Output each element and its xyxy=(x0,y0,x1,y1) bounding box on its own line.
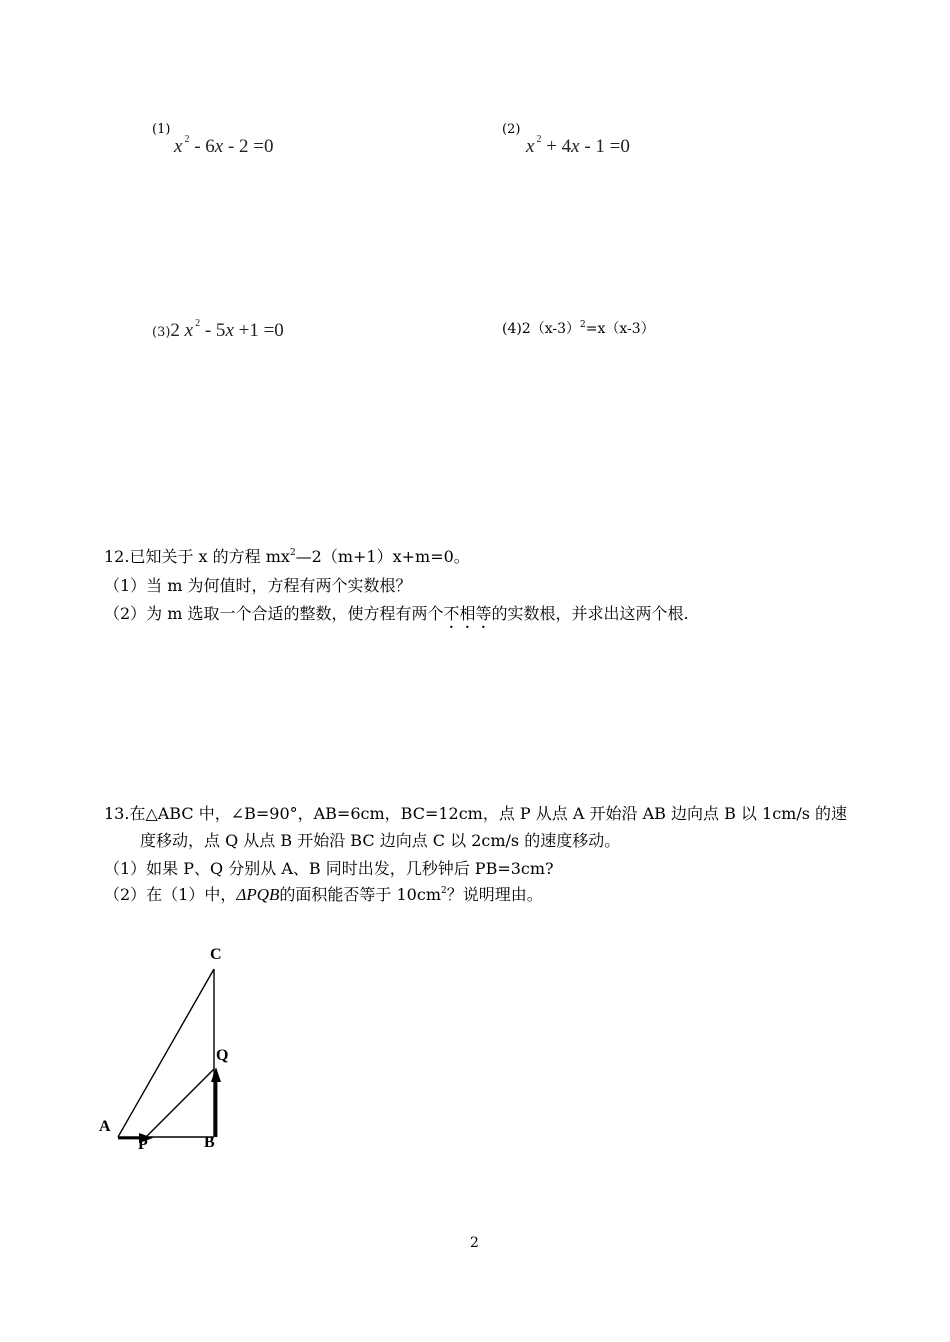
eq1-var2: x xyxy=(214,136,224,157)
eq2-var2: x xyxy=(571,136,580,157)
segment-pq xyxy=(146,1069,214,1137)
triangle-pqb: ΔPQB xyxy=(236,885,280,904)
eq4-pre: 2（x-3） xyxy=(521,321,581,337)
vertex-b-label: B xyxy=(204,1134,215,1151)
q13-part2-post: ？说明理由。 xyxy=(446,885,543,904)
arrow-bq-head xyxy=(211,1067,221,1082)
q13-part1: （1）如果 P、Q 分别从 A、B 同时出发，几秒钟后 PB=3cm? xyxy=(104,859,554,878)
eq3-exp: 2 xyxy=(195,318,201,329)
q13-stem-line2: 度移动，点 Q 从点 B 开始沿 BC 边向点 C 以 2cm/s 的速度移动。 xyxy=(140,831,621,850)
side-ac xyxy=(118,969,214,1137)
q13-part2-pre: （2）在（1）中， xyxy=(104,885,237,904)
eq2-var: x xyxy=(526,136,535,157)
page-number: 2 xyxy=(470,1235,479,1251)
eq2-label: (2) xyxy=(502,122,521,137)
q12-stem-exp: 2 xyxy=(289,548,296,558)
eq3-var: x xyxy=(184,320,194,341)
q12-part1: （1）当 m 为何值时，方程有两个实数根？ xyxy=(104,576,412,595)
eq4-post: =x（x-3） xyxy=(585,321,655,337)
eq4-label: (4) xyxy=(502,321,522,337)
eq1-label: (1) xyxy=(152,122,171,137)
vertex-a-label: A xyxy=(99,1118,111,1135)
point-p-label: P xyxy=(138,1136,148,1153)
eq3-label: (3) xyxy=(152,325,171,340)
point-q-label: Q xyxy=(216,1047,229,1064)
eq4-exp: 2 xyxy=(580,320,586,330)
eq3-tail: +1 =0 xyxy=(233,320,284,341)
q12-emphasis: 不相等 xyxy=(443,604,492,623)
q13-part2-mid: 的面积能否等于 10cm xyxy=(279,885,441,904)
q13-part2-exp: 2 xyxy=(441,886,447,896)
q13-stem-line1: 13.在△ABC 中，∠B=90°，AB=6cm，BC=12cm，点 P 从点 A 开始沿 AB 边向点 B 以 1cm/s 的速 xyxy=(104,804,848,823)
q12-part2-pre: （2）为 m 选取一个合适的整数，使方程有两个 xyxy=(104,604,444,623)
eq1-tail: - 2 =0 xyxy=(223,136,274,157)
eq2-exp: 2 xyxy=(536,134,542,145)
vertex-c-label: C xyxy=(210,946,222,963)
q12-stem-post: —2（m+1）x+m=0。 xyxy=(295,547,470,566)
eq1-mid: - 6 xyxy=(189,136,215,157)
eq3-lead: 2 xyxy=(170,320,180,341)
eq1-var: x xyxy=(174,136,183,157)
eq3-var2: x xyxy=(225,320,234,341)
q12-stem-pre: 12.已知关于 x 的方程 mx xyxy=(104,547,290,566)
eq2-mid: + 4 xyxy=(541,136,572,157)
eq1-exp: 2 xyxy=(184,134,190,145)
q12-part2-post: 的实数根，并求出这两个根. xyxy=(491,604,689,623)
eq2-tail: - 1 =0 xyxy=(579,136,630,157)
eq3-mid: - 5 xyxy=(200,320,226,341)
